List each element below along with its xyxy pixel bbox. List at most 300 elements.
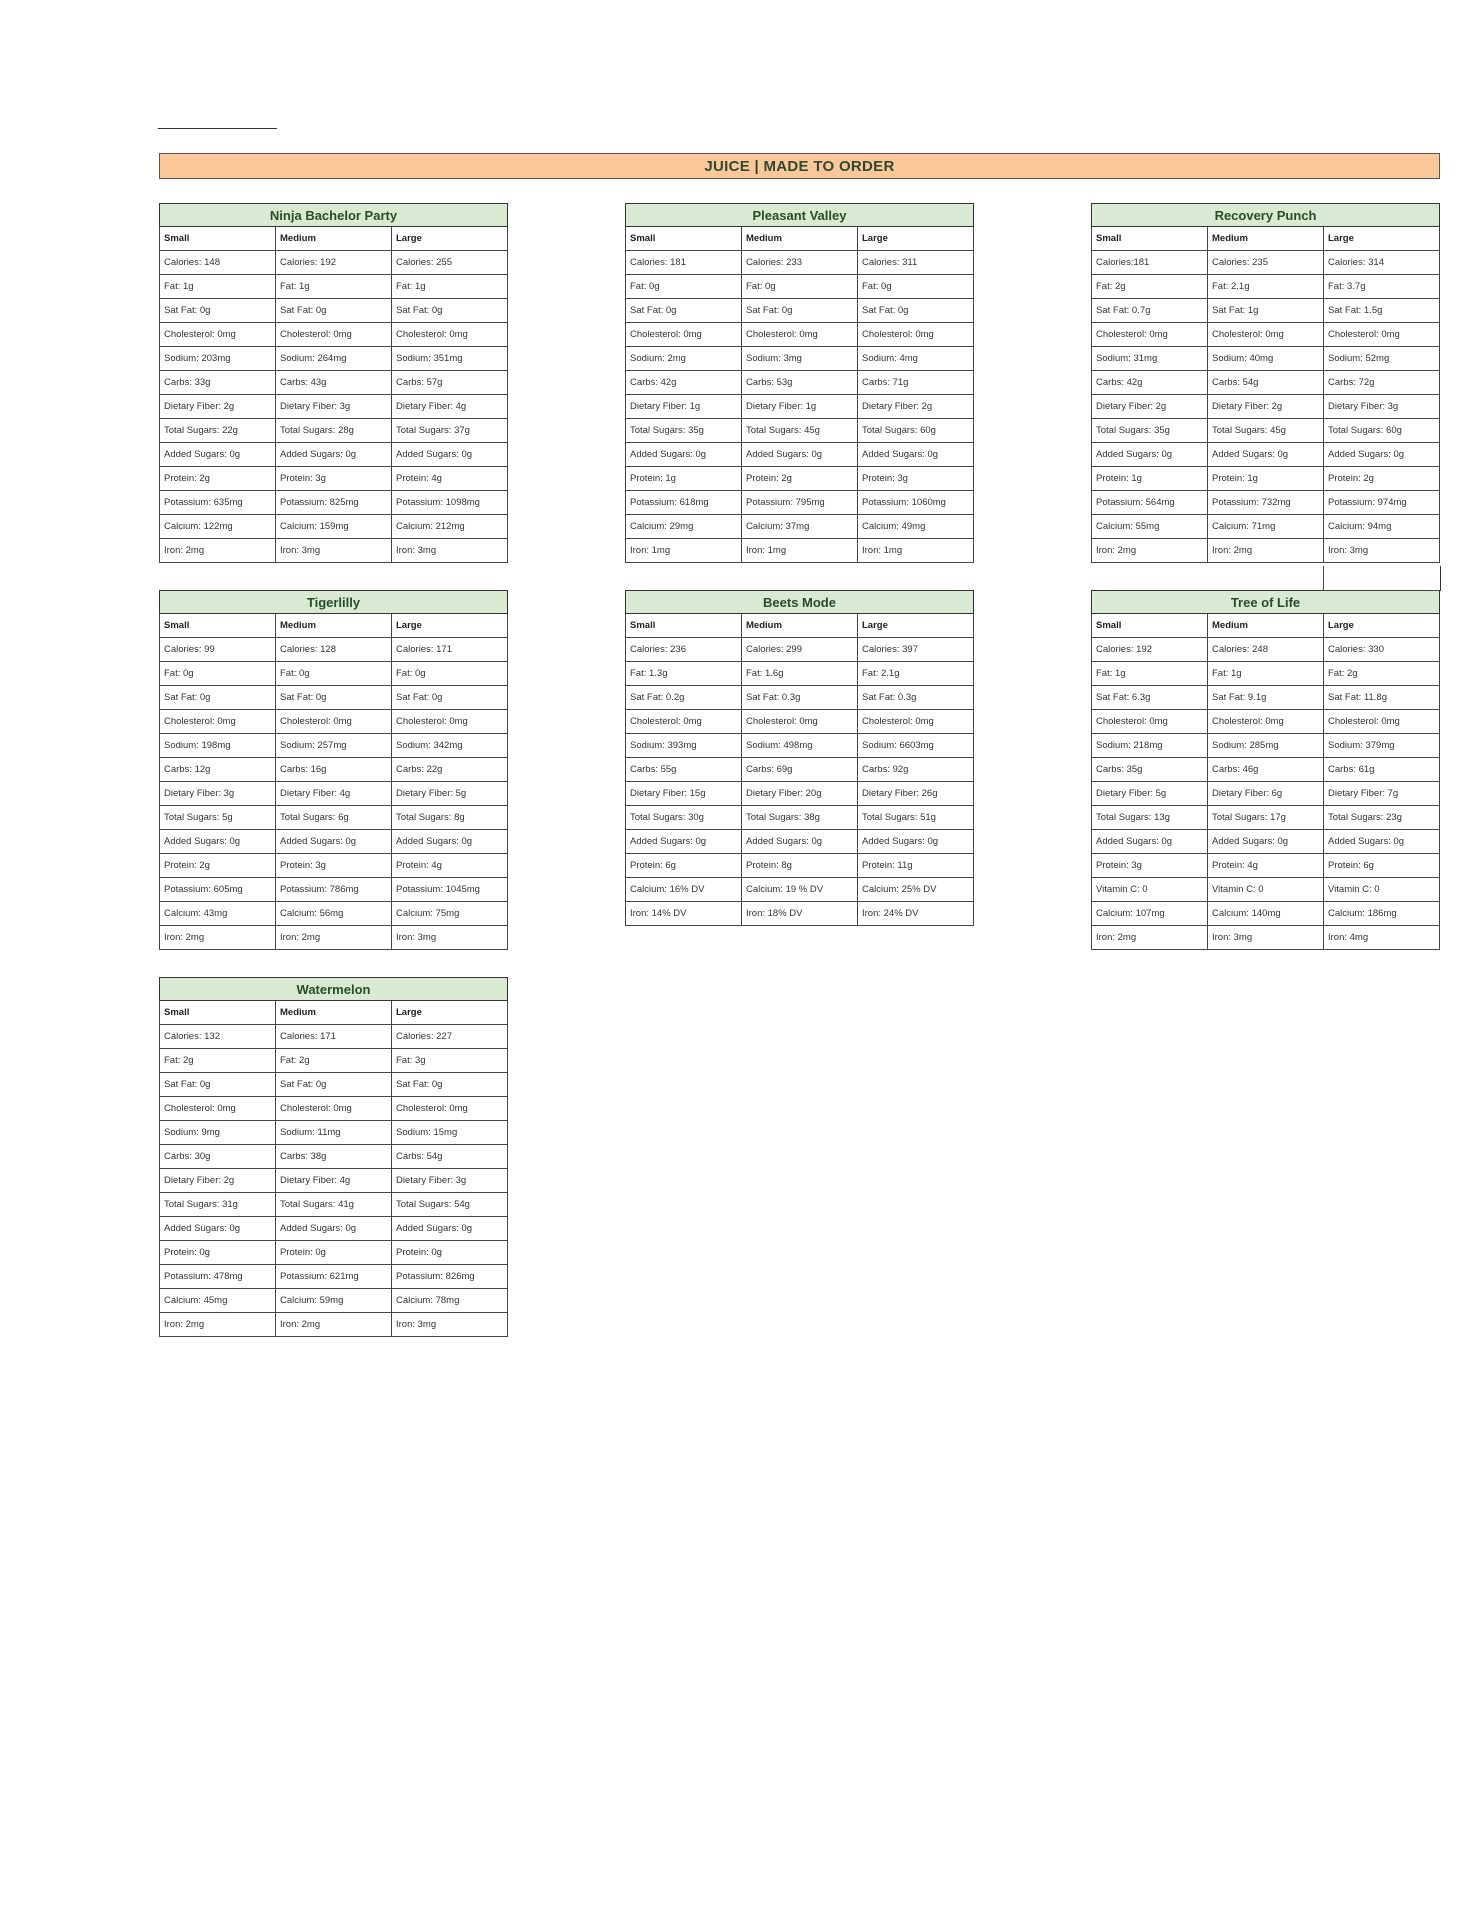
nutrient-cell: Total Sugars: 60g <box>1324 419 1440 443</box>
nutrient-cell: Sodium: 31mg <box>1092 347 1208 371</box>
nutrient-cell: Dietary Fiber: 2g <box>1092 395 1208 419</box>
nutrient-cell: Dietary Fiber: 26g <box>858 782 974 806</box>
nutrient-cell: Calories: 330 <box>1324 638 1440 662</box>
nutrient-cell: Sat Fat: 0g <box>626 299 742 323</box>
nutrient-cell: Sodium: 203mg <box>160 347 276 371</box>
nutrient-cell: Calories: 397 <box>858 638 974 662</box>
nutrient-cell: Cholesterol: 0mg <box>160 710 276 734</box>
nutrient-cell: Calcium: 159mg <box>276 515 392 539</box>
nutrient-cell: Total Sugars: 17g <box>1208 806 1324 830</box>
nutrient-cell: Sodium: 11mg <box>276 1121 392 1145</box>
nutrient-cell: Total Sugars: 23g <box>1324 806 1440 830</box>
nutrient-cell: Sat Fat: 0g <box>392 299 508 323</box>
table-row <box>1092 854 1440 878</box>
nutrient-cell: Sodium: 4mg <box>858 347 974 371</box>
nutrient-cell: Dietary Fiber: 2g <box>160 395 276 419</box>
nutrient-cell: Iron: 2mg <box>1092 539 1208 563</box>
nutrient-cell: Total Sugars: 30g <box>626 806 742 830</box>
nutrient-cell: Fat: 0g <box>160 662 276 686</box>
nutrient-cell: Calories: 255 <box>392 251 508 275</box>
table-row <box>1092 734 1440 758</box>
nutrient-cell: Iron: 2mg <box>160 539 276 563</box>
table-title: Watermelon <box>160 978 508 1001</box>
nutrient-cell: Iron: 14% DV <box>626 902 742 926</box>
table-row <box>160 347 508 371</box>
nutrient-cell: Sodium: 9mg <box>160 1121 276 1145</box>
nutrient-cell: Total Sugars: 35g <box>626 419 742 443</box>
nutrient-cell: Sat Fat: 0g <box>392 1073 508 1097</box>
nutrient-cell: Dietary Fiber: 3g <box>160 782 276 806</box>
table-row <box>1092 251 1440 275</box>
table-row <box>626 830 974 854</box>
nutrient-cell: Iron: 18% DV <box>742 902 858 926</box>
nutrient-cell: Total Sugars: 60g <box>858 419 974 443</box>
nutrient-cell: Fat: 2g <box>276 1049 392 1073</box>
nutrient-cell: Dietary Fiber: 4g <box>276 1169 392 1193</box>
nutrient-cell: Fat: 0g <box>626 275 742 299</box>
nutrient-cell: Added Sugars: 0g <box>1092 830 1208 854</box>
nutrient-cell: Protein: 3g <box>858 467 974 491</box>
table-row <box>160 323 508 347</box>
nutrient-cell: Dietary Fiber: 6g <box>1208 782 1324 806</box>
table-row <box>160 1193 508 1217</box>
nutrient-cell: Dietary Fiber: 4g <box>392 395 508 419</box>
table-row <box>626 710 974 734</box>
empty-trailing-cell <box>1323 566 1441 591</box>
nutrient-cell: Protein: 8g <box>742 854 858 878</box>
nutrient-cell: Fat: 2.1g <box>858 662 974 686</box>
nutrient-cell: Dietary Fiber: 3g <box>276 395 392 419</box>
nutrient-cell: Iron: 3mg <box>276 539 392 563</box>
nutrient-cell: Added Sugars: 0g <box>1324 830 1440 854</box>
table-row <box>626 539 974 563</box>
nutrient-cell: Sodium: 198mg <box>160 734 276 758</box>
nutrient-cell: Sat Fat: 9.1g <box>1208 686 1324 710</box>
nutrient-cell: Sat Fat: 0g <box>392 686 508 710</box>
table-row <box>626 419 974 443</box>
nutrient-cell: Added Sugars: 0g <box>742 443 858 467</box>
nutrient-cell: Fat: 3.7g <box>1324 275 1440 299</box>
size-header-row <box>1092 614 1440 638</box>
nutrient-cell: Sat Fat: 11.8g <box>1324 686 1440 710</box>
table-row <box>160 515 508 539</box>
nutrient-cell: Calcium: 56mg <box>276 902 392 926</box>
nutrient-cell: Protein: 2g <box>742 467 858 491</box>
nutrient-cell: Fat: 1.3g <box>626 662 742 686</box>
table-row <box>160 443 508 467</box>
nutrient-cell: Potassium: 564mg <box>1092 491 1208 515</box>
size-header-medium: Medium <box>276 227 392 251</box>
table-row <box>160 1265 508 1289</box>
nutrient-cell: Calcium: 37mg <box>742 515 858 539</box>
table-row <box>160 251 508 275</box>
nutrient-cell: Carbs: 92g <box>858 758 974 782</box>
table-title: Tigerlilly <box>160 591 508 614</box>
nutrient-cell: Carbs: 30g <box>160 1145 276 1169</box>
nutrient-cell: Added Sugars: 0g <box>1208 830 1324 854</box>
nutrient-cell: Protein: 1g <box>1208 467 1324 491</box>
nutrient-cell: Potassium: 1045mg <box>392 878 508 902</box>
nutrient-cell: Cholesterol: 0mg <box>1208 710 1324 734</box>
nutrient-cell: Potassium: 825mg <box>276 491 392 515</box>
table-row <box>160 299 508 323</box>
nutrient-cell: Protein: 1g <box>1092 467 1208 491</box>
table-row <box>1092 515 1440 539</box>
nutrient-cell: Fat: 2g <box>1092 275 1208 299</box>
table-row <box>160 854 508 878</box>
size-header-small: Small <box>160 614 276 638</box>
nutrient-cell: Calories: 128 <box>276 638 392 662</box>
size-header-small: Small <box>160 227 276 251</box>
nutrient-cell: Sat Fat: 0g <box>160 1073 276 1097</box>
nutrient-cell: Calories: 148 <box>160 251 276 275</box>
table-row <box>626 662 974 686</box>
table-row <box>626 347 974 371</box>
nutrient-cell: Cholesterol: 0mg <box>392 1097 508 1121</box>
nutrient-cell: Protein: 6g <box>1324 854 1440 878</box>
table-row <box>626 782 974 806</box>
nutrient-cell: Vitamin C: 0 <box>1324 878 1440 902</box>
nutrient-cell: Iron: 2mg <box>276 926 392 950</box>
table-row <box>1092 491 1440 515</box>
nutrient-cell: Iron: 1mg <box>742 539 858 563</box>
table-row <box>160 662 508 686</box>
nutrient-cell: Sat Fat: 0g <box>160 686 276 710</box>
table-row <box>1092 275 1440 299</box>
nutrient-cell: Dietary Fiber: 2g <box>858 395 974 419</box>
nutrient-cell: Protein: 2g <box>1324 467 1440 491</box>
nutrient-cell: Calories: 181 <box>626 251 742 275</box>
nutrient-cell: Carbs: 69g <box>742 758 858 782</box>
nutrient-cell: Iron: 2mg <box>160 926 276 950</box>
nutrient-cell: Total Sugars: 45g <box>742 419 858 443</box>
table-row <box>1092 830 1440 854</box>
nutrient-cell: Potassium: 478mg <box>160 1265 276 1289</box>
nutrient-cell: Cholesterol: 0mg <box>1092 710 1208 734</box>
nutrient-cell: Cholesterol: 0mg <box>858 323 974 347</box>
table-row <box>160 1169 508 1193</box>
nutrient-cell: Calcium: 29mg <box>626 515 742 539</box>
size-header-large: Large <box>392 614 508 638</box>
nutrient-cell: Potassium: 974mg <box>1324 491 1440 515</box>
nutrient-cell: Sodium: 264mg <box>276 347 392 371</box>
table-row <box>1092 539 1440 563</box>
nutrient-cell: Total Sugars: 13g <box>1092 806 1208 830</box>
nutrient-cell: Calcium: 55mg <box>1092 515 1208 539</box>
nutrient-cell: Potassium: 795mg <box>742 491 858 515</box>
nutrient-cell: Cholesterol: 0mg <box>276 710 392 734</box>
table-row <box>626 443 974 467</box>
nutrient-cell: Total Sugars: 31g <box>160 1193 276 1217</box>
table-row <box>160 539 508 563</box>
nutrient-cell: Calories: 171 <box>276 1025 392 1049</box>
size-header-large: Large <box>1324 227 1440 251</box>
nutrient-cell: Potassium: 1098mg <box>392 491 508 515</box>
table-row <box>1092 467 1440 491</box>
nutrient-cell: Total Sugars: 22g <box>160 419 276 443</box>
size-header-small: Small <box>626 227 742 251</box>
nutrient-cell: Iron: 2mg <box>160 1313 276 1337</box>
nutrient-cell: Calcium: 19 % DV <box>742 878 858 902</box>
nutrient-cell: Calories: 171 <box>392 638 508 662</box>
nutrient-cell: Calcium: 16% DV <box>626 878 742 902</box>
table-row <box>1092 395 1440 419</box>
table-row <box>626 467 974 491</box>
nutrient-cell: Sat Fat: 0g <box>276 299 392 323</box>
table-row <box>626 275 974 299</box>
nutrient-cell: Potassium: 605mg <box>160 878 276 902</box>
nutrient-cell: Potassium: 635mg <box>160 491 276 515</box>
table-title: Pleasant Valley <box>626 204 974 227</box>
nutrient-cell: Added Sugars: 0g <box>1092 443 1208 467</box>
size-header-medium: Medium <box>1208 227 1324 251</box>
size-header-medium: Medium <box>742 614 858 638</box>
nutrient-cell: Total Sugars: 6g <box>276 806 392 830</box>
size-header-row <box>160 227 508 251</box>
nutrient-cell: Dietary Fiber: 7g <box>1324 782 1440 806</box>
nutrient-cell: Iron: 4mg <box>1324 926 1440 950</box>
nutrient-cell: Total Sugars: 5g <box>160 806 276 830</box>
table-row <box>160 467 508 491</box>
nutrient-cell: Total Sugars: 37g <box>392 419 508 443</box>
nutrient-cell: Calories: 99 <box>160 638 276 662</box>
nutrient-cell: Fat: 1g <box>1208 662 1324 686</box>
nutrient-cell: Calcium: 140mg <box>1208 902 1324 926</box>
table-row <box>160 830 508 854</box>
nutrient-cell: Sat Fat: 0.3g <box>858 686 974 710</box>
table-row <box>160 902 508 926</box>
table-row <box>1092 878 1440 902</box>
nutrient-cell: Protein: 2g <box>160 854 276 878</box>
size-header-small: Small <box>1092 227 1208 251</box>
nutrient-cell: Iron: 3mg <box>1208 926 1324 950</box>
nutrient-cell: Added Sugars: 0g <box>742 830 858 854</box>
nutrient-cell: Added Sugars: 0g <box>276 1217 392 1241</box>
nutrient-cell: Sodium: 498mg <box>742 734 858 758</box>
nutrient-cell: Carbs: 71g <box>858 371 974 395</box>
size-header-large: Large <box>392 227 508 251</box>
nutrient-cell: Vitamin C: 0 <box>1208 878 1324 902</box>
nutrient-cell: Sat Fat: 0.3g <box>742 686 858 710</box>
table-row <box>160 1145 508 1169</box>
table-row <box>160 734 508 758</box>
table-row <box>626 371 974 395</box>
nutrient-cell: Carbs: 55g <box>626 758 742 782</box>
nutrient-cell: Calories:181 <box>1092 251 1208 275</box>
nutrient-cell: Calories: 233 <box>742 251 858 275</box>
nutrient-cell: Calcium: 107mg <box>1092 902 1208 926</box>
nutrient-cell: Dietary Fiber: 1g <box>626 395 742 419</box>
menu-banner-title: JUICE | MADE TO ORDER <box>159 153 1440 179</box>
nutrient-cell: Cholesterol: 0mg <box>160 323 276 347</box>
nutrient-cell: Cholesterol: 0mg <box>392 323 508 347</box>
size-header-large: Large <box>1324 614 1440 638</box>
tree-of-life-nutrition-table <box>1091 590 1440 950</box>
nutrient-cell: Protein: 3g <box>1092 854 1208 878</box>
nutrient-cell: Sodium: 6603mg <box>858 734 974 758</box>
nutrient-cell: Sodium: 15mg <box>392 1121 508 1145</box>
table-row <box>160 758 508 782</box>
nutrient-cell: Total Sugars: 51g <box>858 806 974 830</box>
size-header-row <box>626 614 974 638</box>
nutrient-cell: Iron: 24% DV <box>858 902 974 926</box>
nutrient-cell: Total Sugars: 35g <box>1092 419 1208 443</box>
nutrient-cell: Sat Fat: 6.3g <box>1092 686 1208 710</box>
size-header-row <box>160 614 508 638</box>
nutrient-cell: Calories: 132 <box>160 1025 276 1049</box>
nutrient-cell: Added Sugars: 0g <box>276 443 392 467</box>
size-header-row <box>1092 227 1440 251</box>
nutrient-cell: Fat: 3g <box>392 1049 508 1073</box>
table-row <box>1092 806 1440 830</box>
table-row <box>160 419 508 443</box>
nutrient-cell: Sodium: 351mg <box>392 347 508 371</box>
nutrient-cell: Iron: 2mg <box>1208 539 1324 563</box>
nutrient-cell: Dietary Fiber: 3g <box>1324 395 1440 419</box>
nutrient-cell: Carbs: 38g <box>276 1145 392 1169</box>
nutrient-cell: Sat Fat: 1.5g <box>1324 299 1440 323</box>
nutrient-cell: Added Sugars: 0g <box>1208 443 1324 467</box>
nutrient-cell: Total Sugars: 28g <box>276 419 392 443</box>
nutrient-cell: Sat Fat: 0g <box>160 299 276 323</box>
size-header-medium: Medium <box>742 227 858 251</box>
beets-mode-nutrition-table <box>625 590 974 926</box>
size-header-medium: Medium <box>276 1001 392 1025</box>
table-row <box>1092 758 1440 782</box>
nutrient-cell: Calcium: 122mg <box>160 515 276 539</box>
nutrient-cell: Calcium: 78mg <box>392 1289 508 1313</box>
table-row <box>1092 371 1440 395</box>
size-header-large: Large <box>858 614 974 638</box>
table-row <box>626 491 974 515</box>
nutrient-cell: Added Sugars: 0g <box>626 830 742 854</box>
nutrient-cell: Protein: 3g <box>276 854 392 878</box>
nutrient-cell: Added Sugars: 0g <box>392 443 508 467</box>
table-row <box>1092 419 1440 443</box>
nutrient-cell: Sodium: 2mg <box>626 347 742 371</box>
nutrient-cell: Cholesterol: 0mg <box>742 710 858 734</box>
nutrient-cell: Added Sugars: 0g <box>160 1217 276 1241</box>
nutrient-cell: Carbs: 35g <box>1092 758 1208 782</box>
table-row <box>626 515 974 539</box>
nutrient-cell: Calories: 248 <box>1208 638 1324 662</box>
nutrient-cell: Carbs: 72g <box>1324 371 1440 395</box>
nutrient-cell: Sodium: 40mg <box>1208 347 1324 371</box>
nutrient-cell: Carbs: 42g <box>626 371 742 395</box>
recovery-punch-nutrition-table <box>1091 203 1440 563</box>
nutrient-cell: Cholesterol: 0mg <box>858 710 974 734</box>
nutrient-cell: Cholesterol: 0mg <box>742 323 858 347</box>
table-row <box>626 299 974 323</box>
nutrient-cell: Fat: 2g <box>160 1049 276 1073</box>
nutrient-cell: Protein: 0g <box>276 1241 392 1265</box>
nutrient-cell: Calcium: 71mg <box>1208 515 1324 539</box>
nutrient-cell: Protein: 3g <box>276 467 392 491</box>
nutrient-cell: Potassium: 1060mg <box>858 491 974 515</box>
top-rule-line <box>158 128 277 129</box>
nutrient-cell: Calcium: 212mg <box>392 515 508 539</box>
nutrient-cell: Potassium: 826mg <box>392 1265 508 1289</box>
table-row <box>160 1049 508 1073</box>
nutrient-cell: Total Sugars: 54g <box>392 1193 508 1217</box>
nutrient-cell: Protein: 4g <box>392 854 508 878</box>
nutrient-cell: Calories: 311 <box>858 251 974 275</box>
nutrient-cell: Calcium: 25% DV <box>858 878 974 902</box>
nutrient-cell: Protein: 4g <box>1208 854 1324 878</box>
nutrient-cell: Calories: 227 <box>392 1025 508 1049</box>
nutrient-cell: Carbs: 61g <box>1324 758 1440 782</box>
nutrient-cell: Calories: 192 <box>1092 638 1208 662</box>
nutrient-cell: Added Sugars: 0g <box>160 830 276 854</box>
nutrient-cell: Iron: 3mg <box>1324 539 1440 563</box>
nutrient-cell: Added Sugars: 0g <box>160 443 276 467</box>
nutrient-cell: Carbs: 57g <box>392 371 508 395</box>
table-row <box>160 395 508 419</box>
nutrient-cell: Fat: 2.1g <box>1208 275 1324 299</box>
nutrient-cell: Sodium: 393mg <box>626 734 742 758</box>
table-row <box>160 1241 508 1265</box>
nutrient-cell: Fat: 1g <box>1092 662 1208 686</box>
nutrient-cell: Potassium: 786mg <box>276 878 392 902</box>
table-row <box>626 686 974 710</box>
table-row <box>160 686 508 710</box>
nutrient-cell: Added Sugars: 0g <box>858 830 974 854</box>
nutrient-cell: Iron: 3mg <box>392 926 508 950</box>
nutrient-cell: Fat: 0g <box>276 662 392 686</box>
nutrient-cell: Iron: 1mg <box>626 539 742 563</box>
tigerlilly-nutrition-table <box>159 590 508 950</box>
nutrient-cell: Potassium: 618mg <box>626 491 742 515</box>
table-row <box>160 371 508 395</box>
nutrient-cell: Fat: 0g <box>858 275 974 299</box>
nutrient-cell: Cholesterol: 0mg <box>1092 323 1208 347</box>
nutrient-cell: Sat Fat: 1g <box>1208 299 1324 323</box>
nutrient-cell: Total Sugars: 8g <box>392 806 508 830</box>
nutrient-cell: Sodium: 379mg <box>1324 734 1440 758</box>
table-row <box>160 1313 508 1337</box>
table-row <box>1092 443 1440 467</box>
nutrient-cell: Carbs: 12g <box>160 758 276 782</box>
nutrient-cell: Carbs: 54g <box>1208 371 1324 395</box>
table-row <box>160 806 508 830</box>
nutrient-cell: Carbs: 54g <box>392 1145 508 1169</box>
size-header-small: Small <box>1092 614 1208 638</box>
nutrient-cell: Added Sugars: 0g <box>626 443 742 467</box>
nutrient-cell: Dietary Fiber: 2g <box>160 1169 276 1193</box>
nutrient-cell: Iron: 2mg <box>1092 926 1208 950</box>
nutrient-cell: Fat: 1g <box>392 275 508 299</box>
nutrient-cell: Sat Fat: 0g <box>742 299 858 323</box>
nutrient-cell: Cholesterol: 0mg <box>1324 323 1440 347</box>
nutrient-cell: Fat: 0g <box>392 662 508 686</box>
table-row <box>1092 902 1440 926</box>
nutrient-cell: Cholesterol: 0mg <box>1324 710 1440 734</box>
size-header-small: Small <box>160 1001 276 1025</box>
nutrient-cell: Total Sugars: 45g <box>1208 419 1324 443</box>
nutrient-cell: Protein: 0g <box>392 1241 508 1265</box>
table-row <box>626 878 974 902</box>
nutrient-cell: Fat: 2g <box>1324 662 1440 686</box>
nutrient-cell: Iron: 2mg <box>276 1313 392 1337</box>
nutrient-cell: Iron: 3mg <box>392 539 508 563</box>
table-row <box>160 1217 508 1241</box>
nutrient-cell: Protein: 4g <box>392 467 508 491</box>
nutrient-cell: Potassium: 621mg <box>276 1265 392 1289</box>
size-header-medium: Medium <box>276 614 392 638</box>
nutrient-cell: Carbs: 46g <box>1208 758 1324 782</box>
nutrient-cell: Added Sugars: 0g <box>858 443 974 467</box>
size-header-medium: Medium <box>1208 614 1324 638</box>
